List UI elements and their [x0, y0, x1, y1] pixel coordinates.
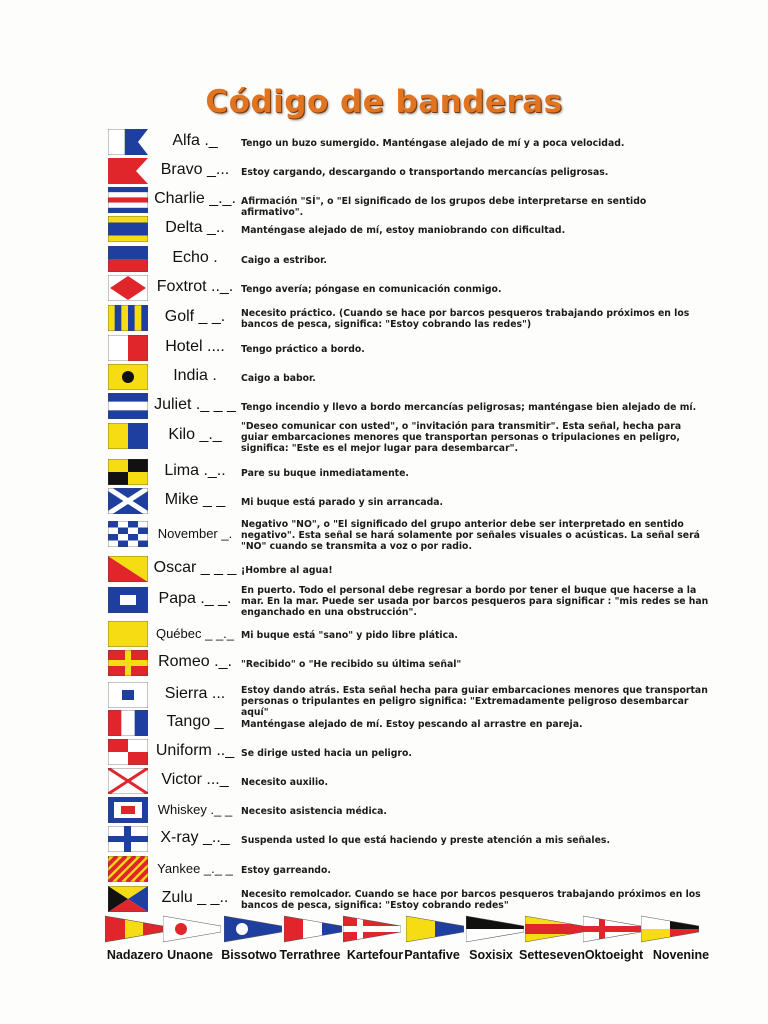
flag-name: Tango _ [166, 713, 224, 730]
flag-name: Mike _ _ [164, 491, 226, 508]
flag-name: India . [173, 367, 217, 384]
flag-name: Uniform .._ [155, 742, 235, 759]
flag-name: Papa ._ _. [158, 590, 232, 607]
flag-meaning: Manténgase alejado de mí, estoy maniobrando con dificultad. [241, 225, 566, 236]
numeral-pennant-9-icon [641, 914, 699, 944]
flag-name: Québec _ _._ [155, 626, 235, 641]
flag-s-icon [108, 682, 148, 708]
numeral-pennant-8-icon [583, 914, 641, 944]
flag-name: Lima ._.. [164, 462, 226, 479]
flag-meaning: Negativo "NO", o "El significado del grupo anterior debe ser interpretado en sentido negativo". Esta señal se hará solamente por señales visuales o acústicas. La señal será "NO" cuando se transmita a voz o por radio. [241, 519, 700, 552]
numeral-label: Setteseven [518, 948, 585, 962]
flag-meaning: Tengo avería; póngase en comunicación conmigo. [241, 284, 502, 295]
flag-meaning: Caigo a babor. [241, 373, 316, 384]
flag-y-icon [108, 856, 148, 882]
flag-a-icon [108, 129, 148, 155]
numeral-label: Novenine [652, 948, 710, 962]
numeral-pennant-7-icon [525, 914, 583, 944]
numeral-pennant-6-icon [466, 914, 524, 944]
flag-name: Oscar _ _ _ [153, 559, 237, 576]
flag-b-icon [108, 158, 148, 184]
flag-meaning: Necesito auxilio. [241, 777, 329, 788]
flag-name: Romeo ._. [158, 653, 232, 670]
numeral-label: Unaone [167, 948, 213, 962]
flag-p-icon [108, 587, 148, 613]
flag-name: Bravo _... [160, 161, 230, 178]
flag-x-icon [108, 826, 148, 852]
flag-name: Charlie _._. [154, 190, 236, 207]
numeral-pennant-3-icon [284, 914, 342, 944]
flag-t-icon [108, 710, 148, 736]
flag-m-icon [108, 488, 148, 514]
flag-name: Victor ..._ [161, 771, 229, 788]
flag-meaning: Caigo a estribor. [241, 255, 327, 266]
page-title: Código de banderas [205, 84, 563, 120]
flag-g-icon [108, 305, 148, 331]
flag-name: Kilo _._ [168, 426, 222, 443]
flag-meaning: ¡Hombre al agua! [241, 565, 333, 576]
flag-e-icon [108, 246, 148, 272]
flag-name: Zulu _ _.. [161, 889, 229, 906]
flag-meaning: Necesito práctico. (Cuando se hace por barcos pesqueros trabajando próximos en los bancos de pesca, significa: "Estoy cobrando las redes") [241, 308, 690, 330]
flag-h-icon [108, 335, 148, 361]
flag-q-icon [108, 621, 148, 647]
numeral-label: Bissotwo [221, 948, 277, 962]
flag-meaning: En puerto. Todo el personal debe regresar a bordo por tener el buque que hacerse a la mar. En la mar. Puede ser usada por barcos pesqueros para significar : "mis redes se han enganchado en una obstrucción". [241, 585, 709, 618]
flag-v-icon [108, 768, 148, 794]
flag-n-icon [108, 521, 148, 547]
flag-meaning: Manténgase alejado de mí. Estoy pescando al arrastre en pareja. [241, 719, 583, 730]
flag-meaning: Se dirige usted hacia un peligro. [241, 748, 412, 759]
flag-u-icon [108, 739, 148, 765]
flag-meaning: Estoy cargando, descargando o transportando mercancías peligrosas. [241, 167, 609, 178]
flag-name: Alfa ._ [172, 132, 218, 149]
numeral-pennant-4-icon [343, 914, 401, 944]
flag-name: Hotel .... [165, 338, 225, 355]
numeral-label: Oktoeight [584, 948, 644, 962]
flag-l-icon [108, 459, 148, 485]
flag-meaning: Necesito remolcador. Cuando se hace por barcos pesqueros trabajando próximos en los bancos de pesca, significa: "Estoy cobrando redes" [241, 889, 701, 911]
flag-j-icon [108, 393, 148, 419]
flag-name: Foxtrot .._. [156, 278, 234, 295]
flag-z-icon [108, 886, 148, 912]
flag-meaning: Tengo práctico a bordo. [241, 344, 365, 355]
flag-name: X-ray _.._ [160, 829, 230, 846]
flag-name: Delta _.. [165, 219, 225, 236]
flag-name: Echo . [172, 249, 218, 266]
flag-o-icon [108, 556, 148, 582]
flag-name: Juliet ._ _ _ [154, 396, 236, 413]
flag-meaning: Suspenda usted lo que está haciendo y preste atención a mis señales. [241, 835, 610, 846]
flag-f-icon [108, 275, 148, 301]
numeral-label: Nadazero [106, 948, 164, 962]
flag-d-icon [108, 216, 148, 242]
flag-w-icon [108, 797, 148, 823]
flag-name: Golf _ _. [164, 308, 226, 325]
numeral-label: Kartefour [346, 948, 404, 962]
flag-meaning: Mi buque está "sano" y pido libre plática. [241, 630, 458, 641]
flag-name: Whiskey ._ _ [157, 802, 233, 817]
flag-r-icon [108, 650, 148, 676]
flag-c-icon [108, 187, 148, 213]
numeral-pennant-1-icon [163, 914, 221, 944]
flag-name: November _. [157, 526, 233, 541]
flag-meaning: "Recibido" o "He recibido su última señal" [241, 659, 462, 670]
flag-meaning: Mi buque está parado y sin arrancada. [241, 497, 444, 508]
flag-meaning: Tengo un buzo sumergido. Manténgase alejado de mí y a poca velocidad. [241, 138, 625, 149]
numeral-label: Terrathree [279, 948, 341, 962]
flag-meaning: Estoy garreando. [241, 865, 331, 876]
flag-meaning: "Deseo comunicar con usted", o "invitación para transmitir". Esta señal, hecha para guiar embarcaciones menores que transportan personas o tripulaciones en peligro, significa: "Este es el mejor lugar para desembarcar". [241, 421, 682, 454]
flag-k-icon [108, 423, 148, 449]
numeral-pennant-0-icon [105, 914, 163, 944]
flag-meaning: Afirmación "SÍ", o "El significado de los grupos debe interpretarse en sentido afirmativo". [241, 196, 647, 218]
flag-i-icon [108, 364, 148, 390]
flag-meaning: Estoy dando atrás. Esta señal hecha para guiar embarcaciones menores que transportan personas o tripulantes en peligro significa: "Extremadamente peligroso desembarcar aquí" [241, 685, 708, 718]
flag-meaning: Necesito asistencia médica. [241, 806, 387, 817]
flag-name: Sierra ... [164, 685, 226, 702]
flag-meaning: Pare su buque inmediatamente. [241, 468, 409, 479]
flag-meaning: Tengo incendio y llevo a bordo mercancías peligrosas; manténgase bien alejado de mí. [241, 402, 697, 413]
numeral-label: Pantafive [404, 948, 460, 962]
flag-name: Yankee _._ _ [157, 861, 233, 876]
numeral-label: Soxisix [469, 948, 513, 962]
numeral-pennant-5-icon [406, 914, 464, 944]
numeral-pennant-2-icon [224, 914, 282, 944]
